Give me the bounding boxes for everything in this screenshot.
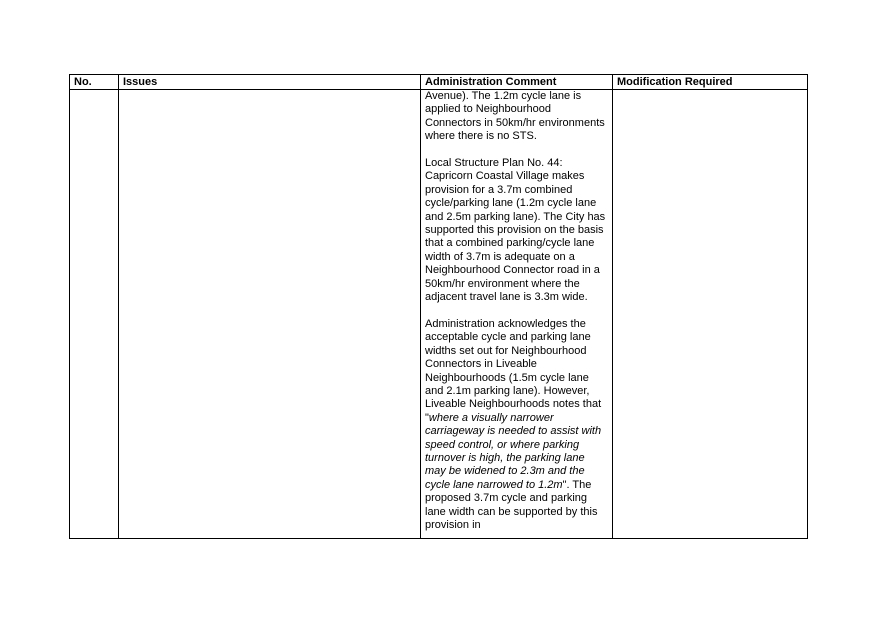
table-row	[70, 90, 808, 539]
admin-comment-paragraph-3	[425, 318, 608, 533]
header-issues: Issues	[119, 75, 421, 90]
header-modification-required: Modification Required	[613, 75, 808, 90]
admin-comment-paragraph-1: Avenue). The 1.2m cycle lane is applied to Neighbourhood Connectors in 50km/hr environments where there is no STS.	[425, 90, 605, 143]
cell-admin-comment	[421, 90, 613, 539]
table-header-row	[70, 75, 808, 90]
header-admin-comment: Administration Comment	[421, 75, 613, 90]
cell-issues	[119, 90, 421, 539]
comments-table	[69, 74, 808, 539]
header-no: No.	[70, 75, 119, 90]
admin-comment-paragraph-2: Local Structure Plan No. 44: Capricorn Coastal Village makes provision for a 3.7m combined cycle/parking lane (1.2m cycle lane and 2.5m parking lane). The City has supported this provision on the basis that a combined parking/cycle lane width of 3.7m is adequate on a Neighbourhood Connector road in a 50km/hr environment where the adjacent travel lane is 3.3m wide.	[425, 157, 606, 304]
cell-no	[70, 90, 119, 539]
paragraph-3-start: Administration acknowledges the acceptable cycle and parking lane widths set out for Neighbourhood Connectors in Liveable Neighbourhoods (1.5m cycle lane and 2.1m parking lane). However, Liveable Neighbourhoods notes that "	[425, 317, 602, 424]
cell-modification-required	[613, 90, 808, 539]
liveable-neighbourhoods-quote: where a visually narrower carriageway is needed to assist with speed control, or where parking turnover is high, the parking lane may be widened to 2.3m and the cycle lane narrowed to 1.2m	[425, 411, 602, 491]
paragraph-3-end: ". The proposed 3.7m cycle and parking lane width can be supported by this provision in	[425, 478, 598, 531]
